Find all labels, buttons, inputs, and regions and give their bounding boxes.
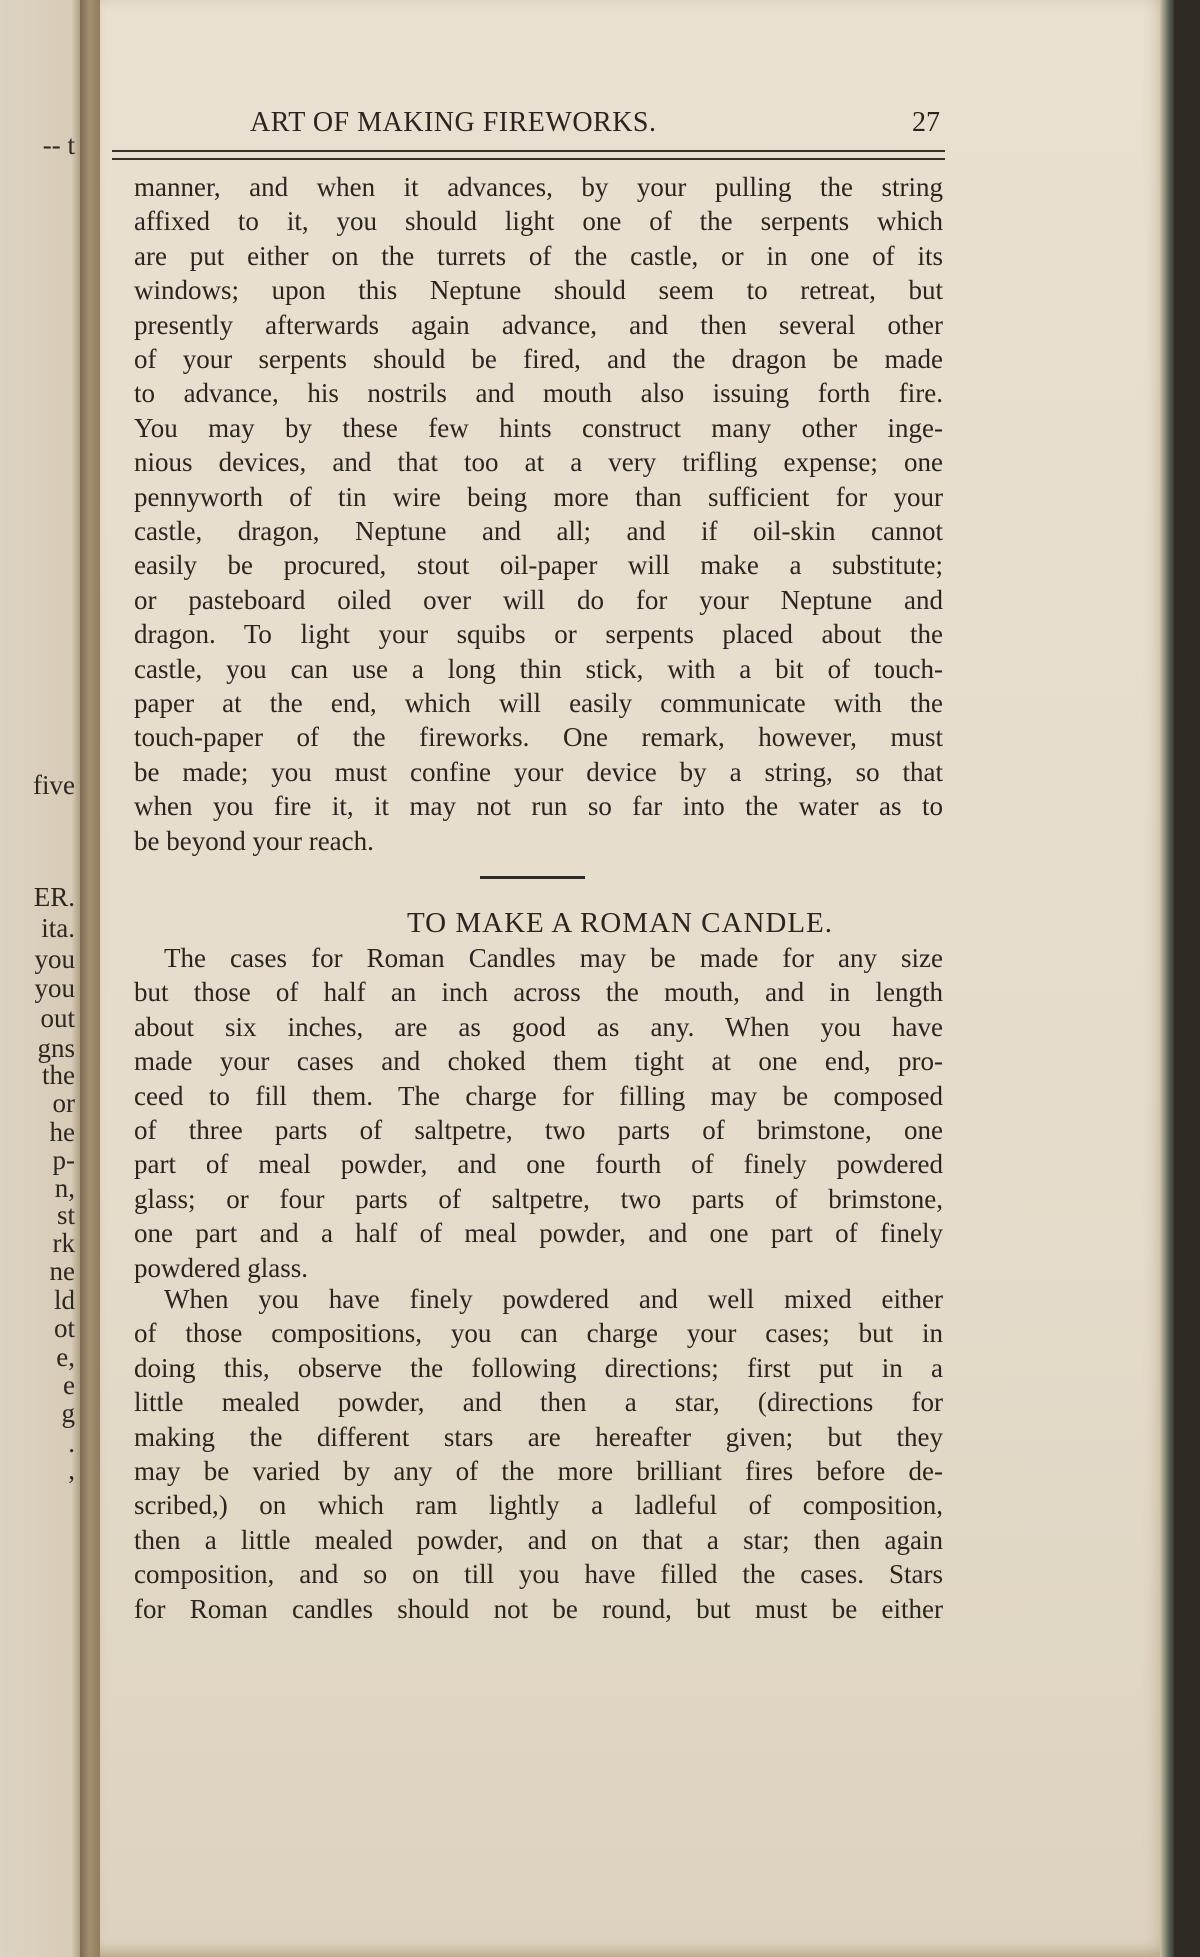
- section-separator-rule: [480, 876, 585, 879]
- text-line: making the different stars are hereafter given; but they: [134, 1421, 943, 1452]
- text-line: ceed to fill them. The charge for filling may be composed: [134, 1080, 943, 1111]
- facing-page-fragment: out: [40, 1003, 75, 1033]
- text-line: manner, and when it advances, by your pulling the string: [134, 172, 943, 202]
- facing-page-fragment: st: [56, 1200, 75, 1230]
- text-line: presently afterwards again advance, and then several other: [134, 309, 943, 340]
- text-line: dragon. To light your squibs or serpents placed about the: [134, 619, 943, 650]
- facing-page-fragment: he: [49, 1117, 75, 1147]
- text-line: but those of half an inch across the mouth, and in length: [134, 977, 943, 1008]
- text-line: powdered glass.: [134, 1252, 308, 1283]
- text-line: nious devices, and that too at a very trifling expense; one: [134, 447, 943, 478]
- text-line: of three parts of saltpetre, two parts of brimstone, one: [134, 1115, 943, 1145]
- facing-page-fragment: n,: [54, 1173, 75, 1203]
- header-rule-top: [112, 150, 945, 152]
- facing-page-fragment: or: [52, 1088, 75, 1118]
- running-title: ART OF MAKING FIREWORKS.: [250, 107, 657, 138]
- facing-page-fragment: you: [34, 973, 75, 1003]
- text-line: pennyworth of tin wire being more than sufficient for your: [134, 481, 943, 512]
- facing-page-fragment: e,: [56, 1342, 75, 1372]
- text-line: The cases for Roman Candles may be made for any size: [164, 943, 943, 973]
- facing-page-fragment: ita.: [41, 913, 75, 943]
- text-line: easily be procured, stout oil-paper will make a substitute;: [134, 550, 943, 581]
- facing-page-fragment: gns: [37, 1033, 75, 1063]
- text-line: touch-paper of the fireworks. One remark, however, must: [134, 722, 943, 753]
- text-line: composition, and so on till you have filled the cases. Stars: [134, 1559, 943, 1590]
- page-number: 27: [912, 107, 940, 138]
- text-line: are put either on the turrets of the castle, or in one of its: [134, 240, 943, 271]
- text-line: then a little mealed powder, and on that a star; then again: [134, 1524, 943, 1555]
- facing-page-fragment: ot: [53, 1313, 75, 1343]
- text-line: part of meal powder, and one fourth of finely powdered: [134, 1149, 943, 1180]
- header-rule-bottom: [112, 158, 945, 160]
- facing-page-fragment: ne: [49, 1256, 75, 1286]
- text-line: castle, dragon, Neptune and all; and if oil-skin cannot: [134, 516, 943, 546]
- facing-page-fragment: you: [34, 944, 75, 974]
- facing-page-fragment: rk: [52, 1228, 75, 1258]
- text-line: for Roman candles should not be round, but must be either: [134, 1593, 943, 1624]
- facing-page-fragment: -- t: [42, 130, 75, 160]
- text-line: about six inches, are as good as any. When you have: [134, 1011, 943, 1042]
- facing-page-fragment: ld: [53, 1285, 75, 1315]
- facing-page-fragment: the: [42, 1060, 75, 1090]
- text-line: one part and a half of meal powder, and one part of finely: [134, 1218, 943, 1249]
- facing-page-fragment: ER.: [33, 882, 75, 912]
- text-line: or pasteboard oiled over will do for your Neptune and: [134, 584, 943, 615]
- text-line: little mealed powder, and then a star, (directions for: [134, 1387, 943, 1418]
- text-line: When you have finely powdered and well mixed either: [164, 1284, 943, 1314]
- facing-page-fragment: e: [63, 1370, 75, 1400]
- text-line: be made; you must confine your device by a string, so that: [134, 756, 943, 787]
- facing-page-fragment: g: [61, 1398, 75, 1428]
- text-line: castle, you can use a long thin stick, with a bit of touch-: [134, 653, 943, 684]
- text-line: windows; upon this Neptune should seem to retreat, but: [134, 275, 943, 306]
- text-line: paper at the end, which will easily communicate with the: [134, 688, 943, 718]
- facing-page-fragment: five: [33, 770, 75, 800]
- text-line: made your cases and choked them tight at one end, pro-: [134, 1046, 943, 1077]
- text-line: be beyond your reach.: [134, 825, 374, 856]
- page-edge: [1160, 0, 1174, 1957]
- text-line: glass; or four parts of saltpetre, two parts of brimstone,: [134, 1183, 943, 1214]
- section-heading: TO MAKE A ROMAN CANDLE.: [406, 907, 834, 939]
- text-line: doing this, observe the following directions; first put in a: [134, 1352, 943, 1383]
- text-line: when you fire it, it may not run so far into the water as to: [134, 791, 943, 822]
- facing-page-fragment: .: [68, 1428, 75, 1458]
- facing-page-fragment: p-: [52, 1145, 75, 1175]
- text-line: may be varied by any of the more brilliant fires before de-: [134, 1456, 943, 1486]
- text-line: of your serpents should be fired, and the dragon be made: [134, 344, 943, 374]
- facing-page-fragment: ,: [68, 1455, 75, 1485]
- text-line: affixed to it, you should light one of the serpents which: [134, 206, 943, 237]
- text-line: to advance, his nostrils and mouth also issuing forth fire.: [134, 378, 943, 409]
- text-line: You may by these few hints construct many other inge-: [134, 412, 943, 443]
- text-line: scribed,) on which ram lightly a ladleful of composition,: [134, 1490, 943, 1521]
- text-line: of those compositions, you can charge your cases; but in: [134, 1318, 943, 1349]
